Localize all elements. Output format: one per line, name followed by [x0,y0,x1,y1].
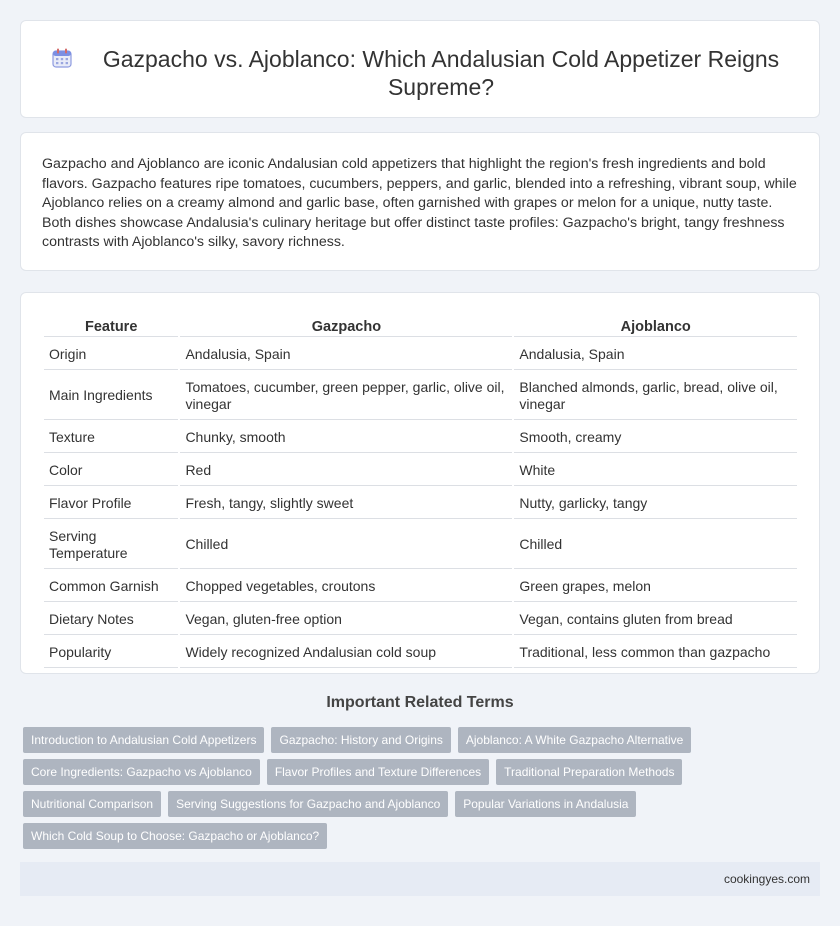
cell-ajoblanco: Blanched almonds, garlic, bread, olive oil, vinegar [514,372,797,420]
related-term-tag[interactable]: Traditional Preparation Methods [496,759,682,785]
cell-ajoblanco: Andalusia, Spain [514,339,797,370]
cell-gazpacho: Chilled [180,521,512,569]
related-terms-list [23,727,723,849]
table-row [44,339,797,370]
cell-ajoblanco: Green grapes, melon [514,571,797,602]
table-row [44,637,797,668]
related-term-tag[interactable]: Serving Suggestions for Gazpacho and Ajoblanco [168,791,448,817]
footer-site: cookingyes.com [723,872,810,886]
cell-gazpacho: Andalusia, Spain [180,339,512,370]
header-card [20,20,820,118]
cell-ajoblanco: Vegan, contains gluten from bread [514,604,797,635]
table-row [44,488,797,519]
cell-gazpacho: Chunky, smooth [180,422,512,453]
table-row [44,422,797,453]
cell-feature: Texture [44,422,178,453]
title-wrap [61,45,799,101]
header-gazpacho: Gazpacho [180,317,512,337]
cell-feature: Origin [44,339,178,370]
related-terms-heading: Important Related Terms [326,694,514,711]
table-row [44,372,797,420]
comparison-table [42,315,799,670]
related-term-tag[interactable]: Nutritional Comparison [23,791,161,817]
table-row [44,521,797,569]
cell-feature: Dietary Notes [44,604,178,635]
related-term-tag[interactable]: Core Ingredients: Gazpacho vs Ajoblanco [23,759,260,785]
page-title: Gazpacho vs. Ajoblanco: Which Andalusian Cold Appetizer Reigns Supreme? [102,46,780,100]
intro-paragraph: Gazpacho and Ajoblanco are iconic Andalusian cold appetizers that highlight the region's fresh ingredients and bold flavors. Gazpacho features ripe tomatoes, cucumbers, peppers, and garlic, blended into a refreshing, vibrant soup, while Ajoblanco relies on a creamy almond and garlic base, often garnished with grapes or melon for a unique, nutty taste. Both dishes showcase Andalusia's culinary heritage but offer distinct taste profiles: Gazpacho's bright, tangy freshness contrasts with Ajoblanco's silky, savory richness. [42,156,797,250]
cell-gazpacho: Tomatoes, cucumber, green pepper, garlic, olive oil, vinegar [180,372,512,420]
header-ajoblanco: Ajoblanco [514,317,797,337]
comparison-card [20,292,820,674]
cell-feature: Color [44,455,178,486]
cell-ajoblanco: Smooth, creamy [514,422,797,453]
table-row [44,604,797,635]
cell-gazpacho: Vegan, gluten-free option [180,604,512,635]
cell-feature: Common Garnish [44,571,178,602]
cell-ajoblanco: White [514,455,797,486]
cell-feature: Popularity [44,637,178,668]
table-row [44,455,797,486]
cell-ajoblanco: Nutty, garlicky, tangy [514,488,797,519]
related-term-tag[interactable]: Popular Variations in Andalusia [455,791,636,817]
cell-gazpacho: Chopped vegetables, croutons [180,571,512,602]
related-term-tag[interactable]: Ajoblanco: A White Gazpacho Alternative [458,727,691,753]
related-term-tag[interactable]: Introduction to Andalusian Cold Appetizers [23,727,264,753]
cell-ajoblanco: Chilled [514,521,797,569]
cell-ajoblanco: Traditional, less common than gazpacho [514,637,797,668]
cell-feature: Flavor Profile [44,488,178,519]
cell-gazpacho: Widely recognized Andalusian cold soup [180,637,512,668]
cell-feature: Serving Temperature [44,521,178,569]
intro-card [20,132,820,271]
header-feature: Feature [44,317,178,337]
footer [20,862,820,896]
cell-feature: Main Ingredients [44,372,178,420]
cell-gazpacho: Red [180,455,512,486]
cell-gazpacho: Fresh, tangy, slightly sweet [180,488,512,519]
related-term-tag[interactable]: Which Cold Soup to Choose: Gazpacho or Ajoblanco? [23,823,327,849]
related-term-tag[interactable]: Flavor Profiles and Texture Differences [267,759,489,785]
table-row [44,571,797,602]
related-term-tag[interactable]: Gazpacho: History and Origins [271,727,450,753]
table-header-row [44,317,797,337]
